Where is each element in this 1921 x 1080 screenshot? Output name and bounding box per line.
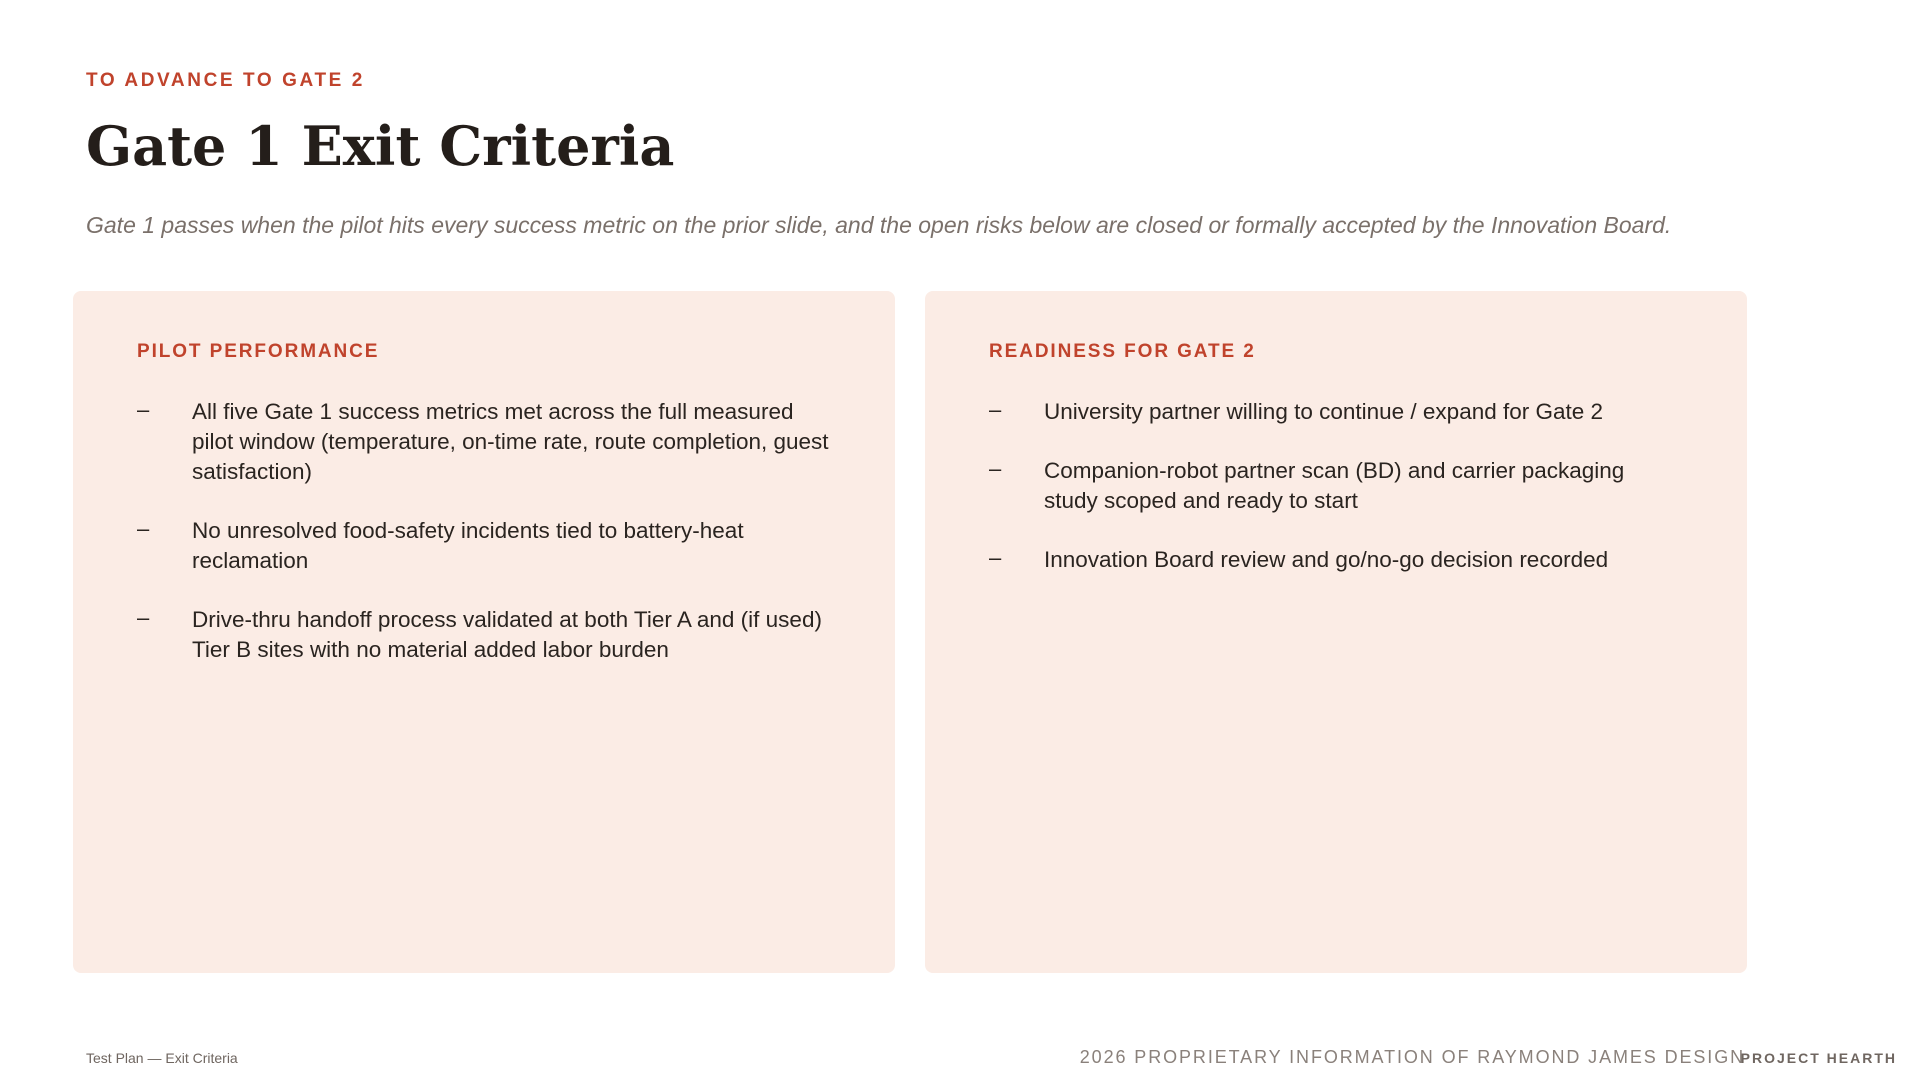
criteria-item [989,545,1683,575]
dash-bullet: – [137,516,150,541]
criteria-text: No unresolved food-safety incidents tied to battery-heat reclamation [192,518,744,573]
criteria-item [137,516,831,576]
criteria-item [137,397,831,487]
criteria-item [137,605,831,665]
eyebrow-label: TO ADVANCE TO GATE 2 [86,70,365,91]
dash-bullet: – [137,605,150,630]
criteria-list [989,397,1683,575]
card-heading: READINESS FOR GATE 2 [989,341,1256,362]
pilot-performance-card [73,291,895,973]
criteria-text: Companion-robot partner scan (BD) and carrier packaging study scoped and ready to start [1044,458,1625,513]
footer-proprietary-notice: 2026 PROPRIETARY INFORMATION OF RAYMOND JAMES DESIGN [1079,1047,1745,1067]
page-subtitle: Gate 1 passes when the pilot hits every success metric on the prior slide, and the open risks below are closed or formally accepted by the Innovation Board. [86,212,1672,238]
criteria-text: Innovation Board review and go/no-go decision recorded [1044,547,1609,572]
criteria-text: All five Gate 1 success metrics met across the full measured pilot window (temperature, on-time rate, route completion, guest satisfaction) [192,399,829,484]
criteria-text: University partner willing to continue / expand for Gate 2 [1044,399,1604,424]
dash-bullet: – [989,545,1002,570]
card-heading: PILOT PERFORMANCE [137,341,380,362]
readiness-gate-2-card [925,291,1747,973]
criteria-text: Drive-thru handoff process validated at both Tier A and (if used) Tier B sites with no material added labor burden [192,607,822,662]
criteria-list [137,397,831,665]
footer-section-label: Test Plan — Exit Criteria [86,1050,238,1066]
page-title: Gate 1 Exit Criteria [86,114,675,178]
footer-project-name: PROJECT HEARTH [1740,1050,1897,1066]
criteria-item [989,456,1683,516]
dash-bullet: – [137,397,150,422]
dash-bullet: – [989,456,1002,481]
criteria-item [989,397,1683,427]
dash-bullet: – [989,397,1002,422]
